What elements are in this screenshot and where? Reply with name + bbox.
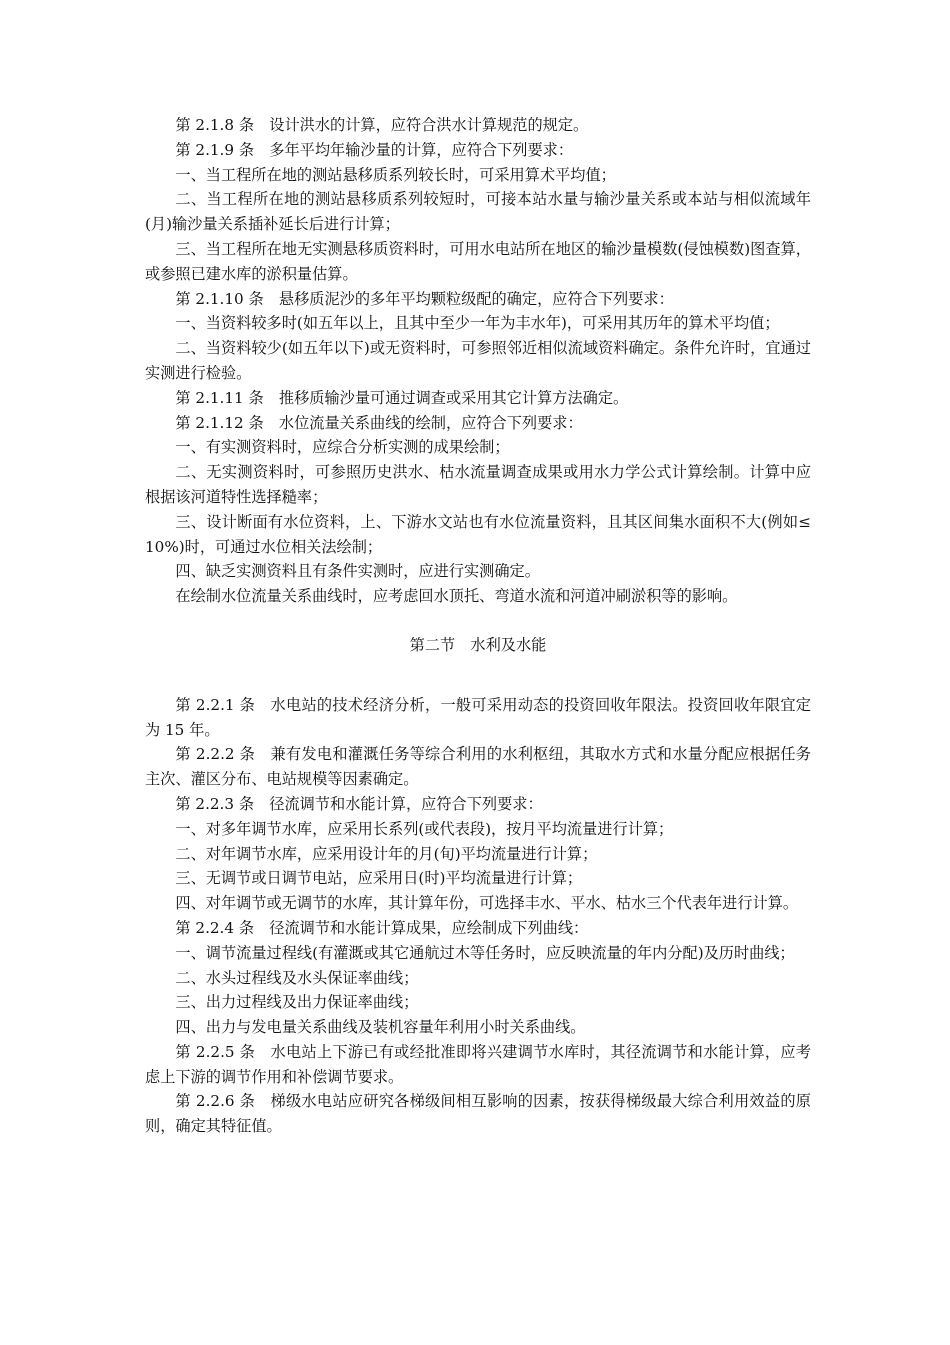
clause-2-2-5: 第 2.2.5 条 水电站上下游已有或经批准即将兴建调节水库时，其径流调节和水能计算，应考虑上下游的调节作用和补偿调节要求。: [145, 1042, 811, 1086]
clause-2-2-3-item-1: 一、对多年调节水库，应采用长系列(或代表段)，按月平均流量进行计算；: [175, 819, 674, 838]
section-2-1-clauses: [145, 113, 811, 609]
clause-2-1-10: 第 2.1.10 条 悬移质泥沙的多年平均颗粒级配的确定，应符合下列要求：: [175, 289, 674, 308]
spacer: [145, 609, 811, 633]
clause-2-1-12-note: 在绘制水位流量关系曲线时，应考虑回水顶托、弯道水流和河道冲刷淤积等的影响。: [175, 587, 738, 606]
clause-2-2-4-item-1: 一、调节流量过程线(有灌溉或其它通航过木等任务时，应反映流量的年内分配)及历时曲线；: [175, 943, 795, 962]
clause-2-2-4: 第 2.2.4 条 径流调节和水能计算成果，应绘制成下列曲线：: [175, 918, 589, 937]
clause-2-1-8: 第 2.1.8 条 设计洪水的计算，应符合洪水计算规范的规定。: [175, 116, 589, 134]
clause-2-1-11: 第 2.1.11 条 推移质输沙量可通过调查或采用其它计算方法确定。: [175, 388, 629, 407]
document-page: [145, 113, 811, 1139]
clause-2-1-9-item-1: 一、当工程所在地的测站悬移质系列较长时，可采用算术平均值；: [175, 165, 616, 184]
clause-2-1-12-item-4: 四、缺乏实测资料且有条件实测时，应进行实测确定。: [175, 562, 540, 581]
clause-2-2-3: 第 2.2.3 条 径流调节和水能计算，应符合下列要求：: [175, 794, 543, 813]
clause-2-1-9-item-2: 二、当工程所在地的测站悬移质系列较短时，可接本站水量与输沙量关系或本站与相似流域年(月)输沙量关系插补延长后进行计算；: [145, 190, 811, 234]
clause-2-2-3-item-4: 四、对年调节或无调节的水库，其计算年份，可选择丰水、平水、枯水三个代表年进行计算。: [175, 894, 799, 913]
clause-2-1-12-item-1: 一、有实测资料时，应综合分析实测的成果绘制；: [175, 438, 510, 457]
clause-2-1-9: 第 2.1.9 条 多年平均年输沙量的计算，应符合下列要求：: [175, 140, 574, 159]
spacer: [145, 658, 811, 693]
section-heading: 第二节 水利及水能: [409, 635, 547, 654]
clause-2-2-4-item-3: 三、出力过程线及出力保证率曲线；: [175, 993, 419, 1012]
clause-2-1-10-item-2: 二、当资料较少(如五年以下)或无资料时，可参照邻近相似流域资料确定。条件允许时，宜通过实测进行检验。: [145, 339, 811, 382]
clause-2-2-6: 第 2.2.6 条 梯级水电站应研究各梯级间相互影响的因素，按获得梯级最大综合利用效益的原则，确定其特征值。: [145, 1092, 811, 1136]
clause-2-1-12: 第 2.1.12 条 水位流量关系曲线的绘制，应符合下列要求：: [175, 413, 583, 432]
section-heading-wrap: [145, 633, 811, 658]
clause-2-1-12-item-3: 三、设计断面有水位资料，上、下游水文站也有水位流量资料，且其区间集水面积不大(例如≤10%)时，可通过水位相关法绘制；: [145, 512, 811, 556]
section-2-2-clauses: [145, 693, 811, 1139]
clause-2-2-1: 第 2.2.1 条 水电站的技术经济分析，一般可采用动态的投资回收年限法。投资回收年限宜定为 15 年。: [145, 695, 811, 739]
clause-2-1-9-item-3: 三、当工程所在地无实测悬移质资料时，可用水电站所在地区的输沙量模数(侵蚀模数)图查算，或参照已建水库的淤积量估算。: [145, 239, 811, 283]
clause-2-2-2: 第 2.2.2 条 兼有发电和灌溉任务等综合利用的水利枢纽，其取水方式和水量分配应根据任务主次、灌区分布、电站规模等因素确定。: [145, 745, 811, 789]
clause-2-2-3-item-2: 二、对年调节水库，应采用设计年的月(旬)平均流量进行计算；: [175, 844, 598, 863]
clause-2-2-4-item-4: 四、出力与发电量关系曲线及装机容量年利用小时关系曲线。: [175, 1018, 586, 1037]
clause-2-2-3-item-3: 三、无调节或日调节电站，应采用日(时)平均流量进行计算；: [175, 869, 583, 888]
clause-2-1-10-item-1: 一、当资料较多时(如五年以上，且其中至少一年为丰水年)，可采用其历年的算术平均值；: [175, 314, 780, 333]
clause-2-2-4-item-2: 二、水头过程线及水头保证率曲线；: [175, 968, 419, 987]
clause-2-1-12-item-2: 二、无实测资料时，可参照历史洪水、枯水流量调查成果或用水力学公式计算绘制。计算中应根据该河道特性选择糙率；: [145, 463, 811, 506]
